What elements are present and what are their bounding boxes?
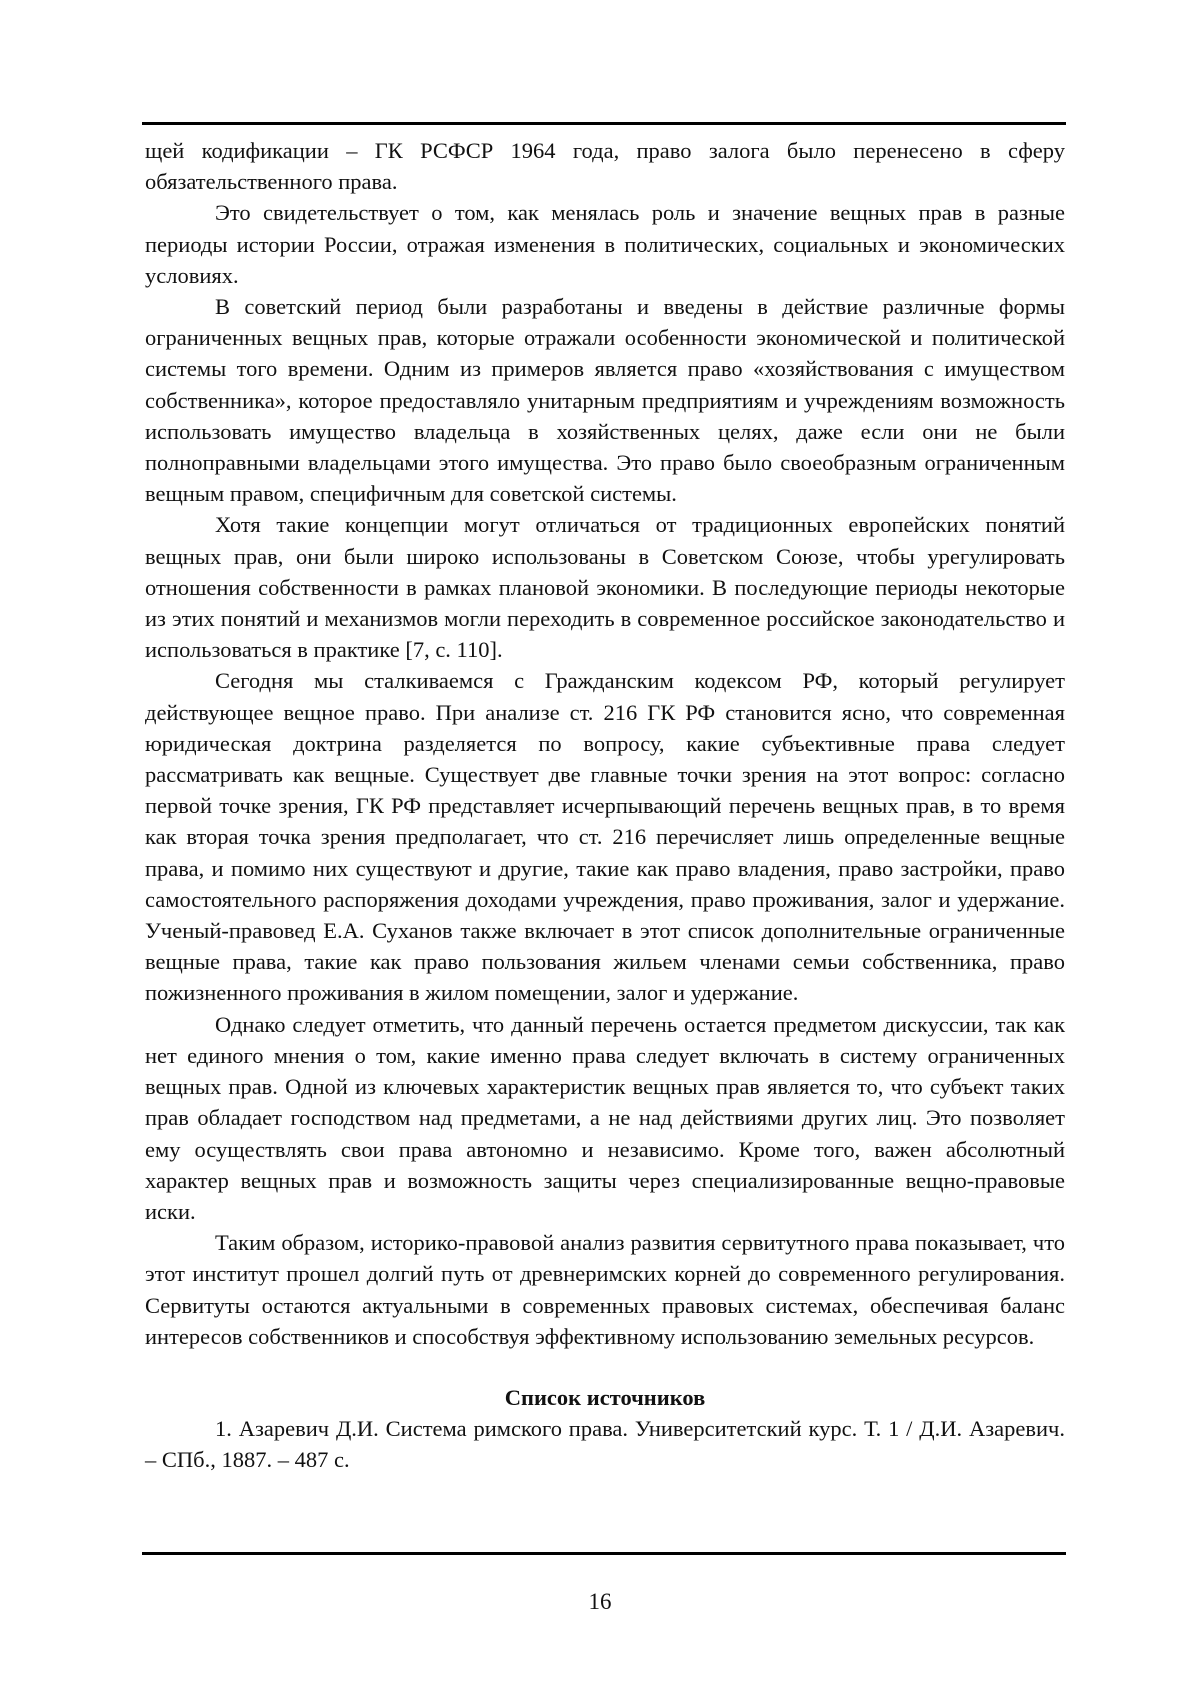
footer-rule [142,1552,1066,1555]
paragraph: Однако следует отметить, что данный перечень остается предметом дискуссии, так как нет единого мнения о том, какие именно права следует включать в систему ограниченных вещных прав. Одной из ключевых характеристик вещных прав является то, что субъект таких прав обладает господством над предметами, а не над действиями других лиц. Это позволяет ему осуществлять свои права автономно и независимо. Кроме того, важен абсолютный характер вещных прав и возможность защиты через специализированные вещно-правовые иски. [145,1009,1065,1227]
paragraph: В советский период были разработаны и введены в действие различные формы ограниченных вещных прав, которые отражали особенности экономической и политической системы того времени. Одним из примеров является право «хозяйствования с имуществом собственника», которое предоставляло унитарным предприятиям и учреждениям возможность использовать имущество владельца в хозяйственных целях, даже если они не были полноправными владельцами этого имущества. Это право было своеобразным ограниченным вещным правом, специфичным для советской системы. [145,291,1065,509]
paragraph-continued: щей кодификации – ГК РСФСР 1964 года, право залога было перенесено в сферу обязательственного права. [145,135,1065,197]
paragraph: Сегодня мы сталкиваемся с Гражданским кодексом РФ, который регулирует действующее вещное право. При анализе ст. 216 ГК РФ становится ясно, что современная юридическая доктрина разделяется по вопросу, какие субъективные права следует рассматривать как вещные. Существует две главные точки зрения на этот вопрос: согласно первой точке зрения, ГК РФ представляет исчерпывающий перечень вещных прав, в то время как вторая точка зрения предполагает, что ст. 216 перечисляет лишь определенные вещные права, и помимо них существуют и другие, такие как право владения, право застройки, право самостоятельного распоряжения доходами учреждения, право проживания, залог и удержание. Ученый-правовед Е.А. Суханов также включает в этот список дополнительные ограниченные вещные права, такие как право пользования жильем членами семьи собственника, право пожизненного проживания в жилом помещении, залог и удержание. [145,665,1065,1008]
paragraph: Таким образом, историко-правовой анализ развития сервитутного права показывает, что этот институт прошел долгий путь от древнеримских корней до современного регулирования. Сервитуты остаются актуальными в современных правовых системах, обеспечивая баланс интересов собственников и способствуя эффективному использованию земельных ресурсов. [145,1227,1065,1352]
paragraph: Это свидетельствует о том, как менялась роль и значение вещных прав в разные периоды истории России, отражая изменения в политических, социальных и экономических условиях. [145,197,1065,291]
header-rule [142,122,1066,125]
sources-heading: Список источников [145,1382,1065,1413]
paragraph: Хотя такие концепции могут отличаться от традиционных европейских понятий вещных прав, они были широко использованы в Советском Союзе, чтобы урегулировать отношения собственности в рамках плановой экономики. В последующие периоды некоторые из этих понятий и механизмов могли переходить в современное российское законодательство и использоваться в практике [7, с. 110]. [145,509,1065,665]
source-item: 1. Азаревич Д.И. Система римского права. Университетский курс. Т. 1 / Д.И. Азаревич. – СПб., 1887. – 487 с. [145,1413,1065,1475]
page-body [145,135,1065,1476]
page-number: 16 [0,1587,1200,1617]
